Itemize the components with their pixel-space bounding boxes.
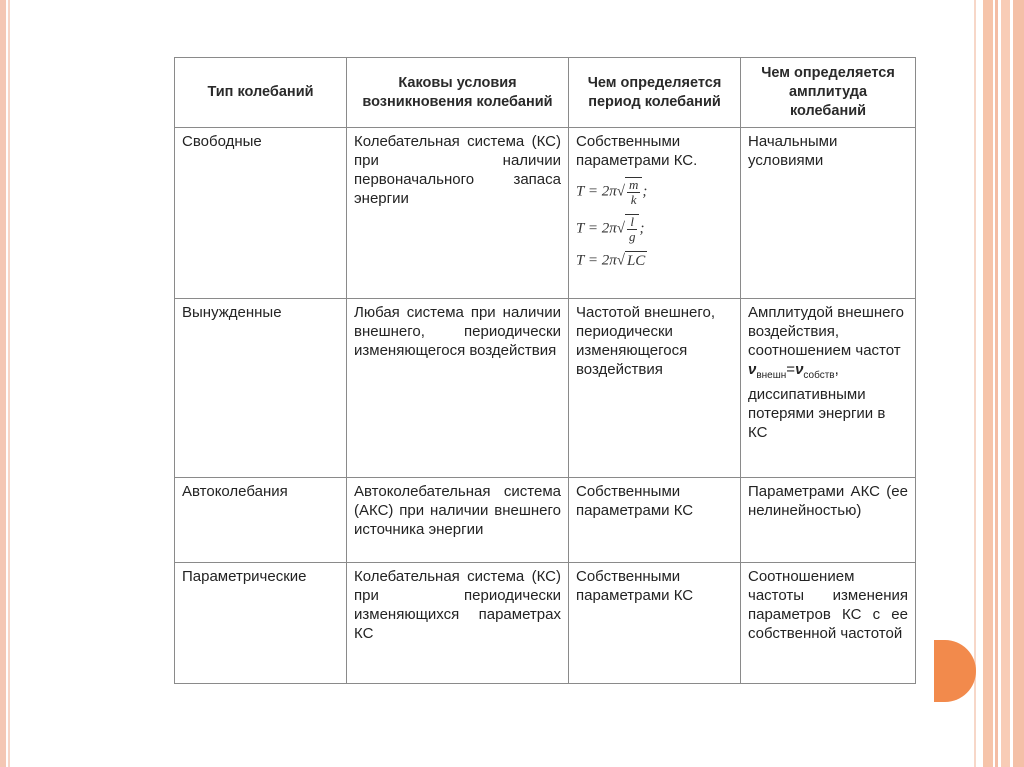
cell-period: Собственными параметрами КС [569, 478, 741, 563]
cell-amplitude: Начальными условиями [741, 128, 916, 299]
orange-half-circle-decor [934, 640, 976, 702]
left-decor-stripe [0, 0, 6, 767]
right-decor-stripe [974, 0, 976, 767]
cell-type: Автоколебания [175, 478, 347, 563]
cell-conditions: Любая система при наличии внешнего, периодически изменяющегося воздействия [347, 299, 569, 478]
cell-amplitude: Амплитудой внешнего воздействия, соотношением частот $\nu_{внешн}=\nu_{собств}$, диссипативными потерями энергии в КС [741, 299, 916, 478]
cell-conditions: Колебательная система (КС) при периодически изменяющихся параметрах КС [347, 563, 569, 684]
right-decor-stripe [1001, 0, 1010, 767]
header-type: Тип колебаний [175, 58, 347, 128]
formula-spring-pendulum: T = 2π√ $\frac{m}{k}$ ; [576, 177, 648, 207]
right-decor-stripe [983, 0, 993, 767]
cell-type: Свободные [175, 128, 347, 299]
formula-lc-circuit: T = 2π√ LC [576, 252, 646, 269]
cell-period: Частотой внешнего, периодически изменяющегося воздействия [569, 299, 741, 478]
cell-type: Параметрические [175, 563, 347, 684]
period-text: Собственными параметрами КС. [576, 133, 698, 169]
cell-amplitude: Параметрами АКС (ее нелинейностью) [741, 478, 916, 563]
formula-math-pendulum: T = 2π√ $\frac{l}{g}$ ; [576, 214, 645, 244]
right-decor-stripe [1013, 0, 1024, 767]
right-decor-stripe [995, 0, 998, 767]
cell-conditions: Автоколебательная система (АКС) при наличии внешнего источника энергии [347, 478, 569, 563]
header-period: Чем определяется период колебаний [569, 58, 741, 128]
oscillations-table [174, 57, 916, 684]
table-row [175, 128, 916, 299]
cell-type: Вынужденные [175, 299, 347, 478]
table-row [175, 299, 916, 478]
header-conditions: Каковы условия возникновения колебаний [347, 58, 569, 128]
cell-amplitude: Соотношением частоты изменения параметров КС с ее собственной частотой [741, 563, 916, 684]
table-row [175, 478, 916, 563]
cell-conditions: Колебательная система (КС) при наличии первоначального запаса энергии [347, 128, 569, 299]
cell-period [569, 128, 741, 299]
cell-period: Собственными параметрами КС [569, 563, 741, 684]
table-row [175, 563, 916, 684]
table-header-row [175, 58, 916, 128]
header-amplitude: Чем определяется амплитуда колебаний [741, 58, 916, 128]
left-decor-stripe-thin [8, 0, 10, 767]
